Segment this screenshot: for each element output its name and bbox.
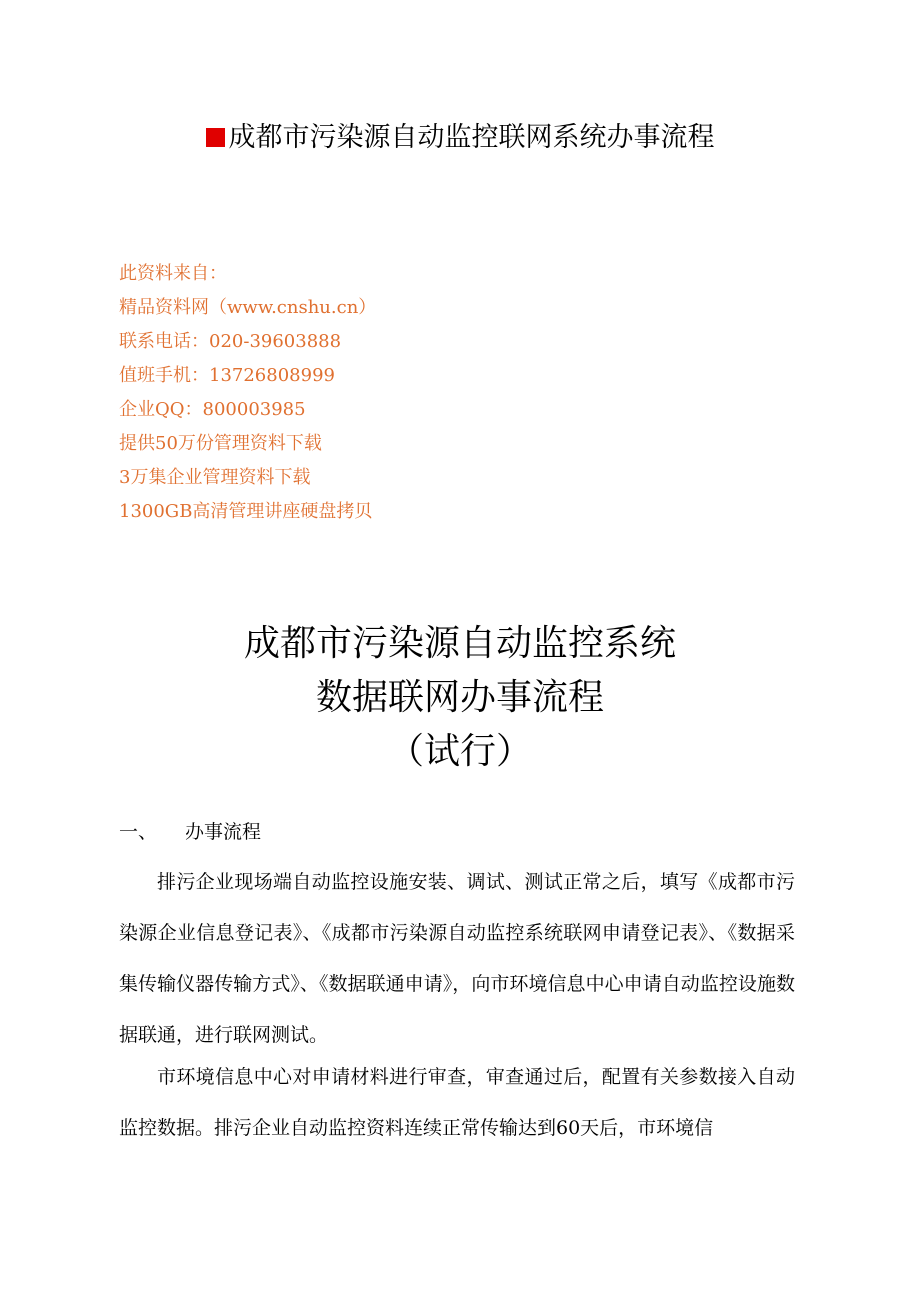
source-line: 精品资料网（www.cnshu.cn） <box>119 297 377 318</box>
red-square-bullet-icon <box>206 128 225 147</box>
source-info-block <box>119 257 376 529</box>
section-heading <box>119 815 261 849</box>
main-title-line-1: 成都市污染源自动监控系统 <box>243 623 676 664</box>
source-line: 3万集企业管理资料下载 <box>119 467 311 488</box>
main-title-line-2: 数据联网办事流程 <box>315 677 604 718</box>
source-line: 企业QQ：800003985 <box>119 399 306 420</box>
body-paragraph-2: 市环境信息中心对申请材料进行审查，审查通过后，配置有关参数接入自动监控数据。排污企业自动监控资料连续正常传输达到60天后，市环境信 <box>119 1066 795 1139</box>
source-line: 此资料来自： <box>119 263 227 284</box>
source-line: 联系电话：020-39603888 <box>119 331 342 352</box>
header-title-text: 成都市污染源自动监控联网系统办事流程 <box>228 122 715 153</box>
body-paragraph-1: 排污企业现场端自动监控设施安装、调试、测试正常之后，填写《成都市污染源企业信息登记表》、《成都市污染源自动监控系统联网申请登记表》、《数据采集传输仪器传输方式》、《数据联通申请》，向市环境信息中心申请自动监控设施数据联通，进行联网测试。 <box>119 871 795 1046</box>
source-line: 提供50万份管理资料下载 <box>119 433 322 454</box>
source-line: 值班手机：13726808999 <box>119 365 335 386</box>
source-line: 1300GB高清管理讲座硬盘拷贝 <box>119 501 373 522</box>
main-title-line-3: （试行） <box>387 731 532 772</box>
document-header-title <box>0 118 920 158</box>
main-title <box>0 617 920 779</box>
section-heading-text: 办事流程 <box>185 821 262 843</box>
section-number: 一、 <box>119 821 158 843</box>
